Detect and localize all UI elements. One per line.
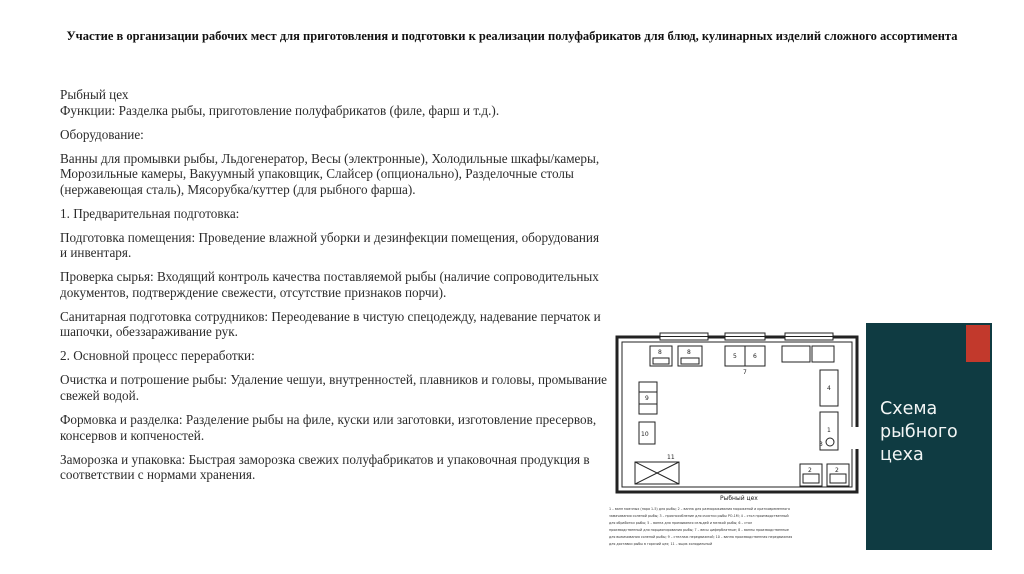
scheme-title-line: Схема xyxy=(880,399,938,419)
plan-label: 7 xyxy=(743,369,747,376)
plan-caption: Рыбный цех xyxy=(720,495,758,502)
plan-label: 5 xyxy=(733,353,737,360)
plan-label: 10 xyxy=(641,431,649,438)
plan-legend-line: производственный для порционирования рыбы; 7 – весы циферблатные; 8 – ванны производственные xyxy=(609,528,789,532)
plan-label: 3 xyxy=(819,441,823,448)
fish-shop-floor-plan xyxy=(605,322,867,554)
section-heading: Рыбный цех xyxy=(60,87,129,102)
text-paragraph: Подготовка помещения: Проведение влажной уборки и дезинфекции помещения, оборудования и инвентаря. xyxy=(60,229,600,261)
plan-label: 4 xyxy=(827,385,831,392)
text-paragraph: Заморозка и упаковка: Быстрая заморозка свежих полуфабрикатов и упаковочная продукция в соответствии с нормами хранения. xyxy=(60,451,590,483)
plan-legend-line: замачивания соленой рыбы; 3 – приспособление для очистки рыбы РО-1М; 4 – стол производственный xyxy=(609,514,789,518)
scheme-title-line: цеха xyxy=(880,445,924,465)
scheme-title-panel xyxy=(866,323,992,550)
text-paragraph: Функции: Разделка рыбы, приготовление полуфабрикатов (филе, фарш и т.д.). xyxy=(60,102,500,118)
text-paragraph: Проверка сырья: Входящий контроль качества поставляемой рыбы (наличие сопроводительных документов, подтверждение свежести, отсутствие признаков порчи). xyxy=(60,269,599,300)
plan-label: 11 xyxy=(667,454,675,461)
text-paragraph: Очистка и потрошение рыбы: Удаление чешуи, внутренностей, плавников и головы, промывание свежей водой. xyxy=(60,372,608,404)
plan-label: 8 xyxy=(658,349,662,356)
plan-label: 2 xyxy=(835,467,839,474)
plan-legend-line: для доставки рыбы в горячий цех; 11 – ящик холодильный xyxy=(609,542,713,546)
text-paragraph: Формовка и разделка: Разделение рыбы на филе, куски или заготовки, изготовление пресервов, консервов и копченостей. xyxy=(60,412,597,443)
plan-label: 8 xyxy=(687,349,691,356)
text-paragraph: Ванны для промывки рыбы, Льдогенератор, Весы (электронные), Холодильные шкафы/камеры, Морозильные камеры, Вакуумный упаковщик, Слайсер (опционально), Разделочные столы (нержавеющая сталь), Мясорубка/куттер (для рыбного фарша). xyxy=(60,150,600,197)
text-paragraph: 1. Предварительная подготовка: xyxy=(60,205,240,221)
accent-block xyxy=(966,325,990,362)
plan-legend-line: 1 – ванн моечных (пара 1-5) для рыбы; 2 – ванна для размораживания мороженой и кратковременного xyxy=(609,507,791,511)
plan-legend-line: для вымачивания соленой рыбы; 9 – стеллаж передвижной; 10 – ванна производственная передвижная xyxy=(609,535,793,539)
text-paragraph: Оборудование: xyxy=(60,126,144,142)
scheme-title-line: рыбного xyxy=(880,422,958,442)
plan-legend-line: для обработки рыбы; 5 – ванна для промывания сельдей и мелкой рыбы; 6 – стол xyxy=(609,521,753,525)
text-paragraph: Санитарная подготовка сотрудников: Переодевание в чистую спецодежду, надевание перчаток и шапочки, обеззараживание рук. xyxy=(60,308,601,340)
scheme-title xyxy=(880,398,990,467)
plan-label: 9 xyxy=(645,395,649,402)
slide-title: Участие в организации рабочих мест для приготовления и подготовки к реализации полуфабрикатов для блюд, кулинарных изделий сложного ассортимента xyxy=(66,29,958,43)
plan-label: 2 xyxy=(808,467,812,474)
plan-label: 6 xyxy=(753,353,757,360)
plan-label: 1 xyxy=(827,427,831,434)
slide-body xyxy=(60,87,608,491)
text-paragraph: 2. Основной процесс переработки: xyxy=(60,348,255,364)
